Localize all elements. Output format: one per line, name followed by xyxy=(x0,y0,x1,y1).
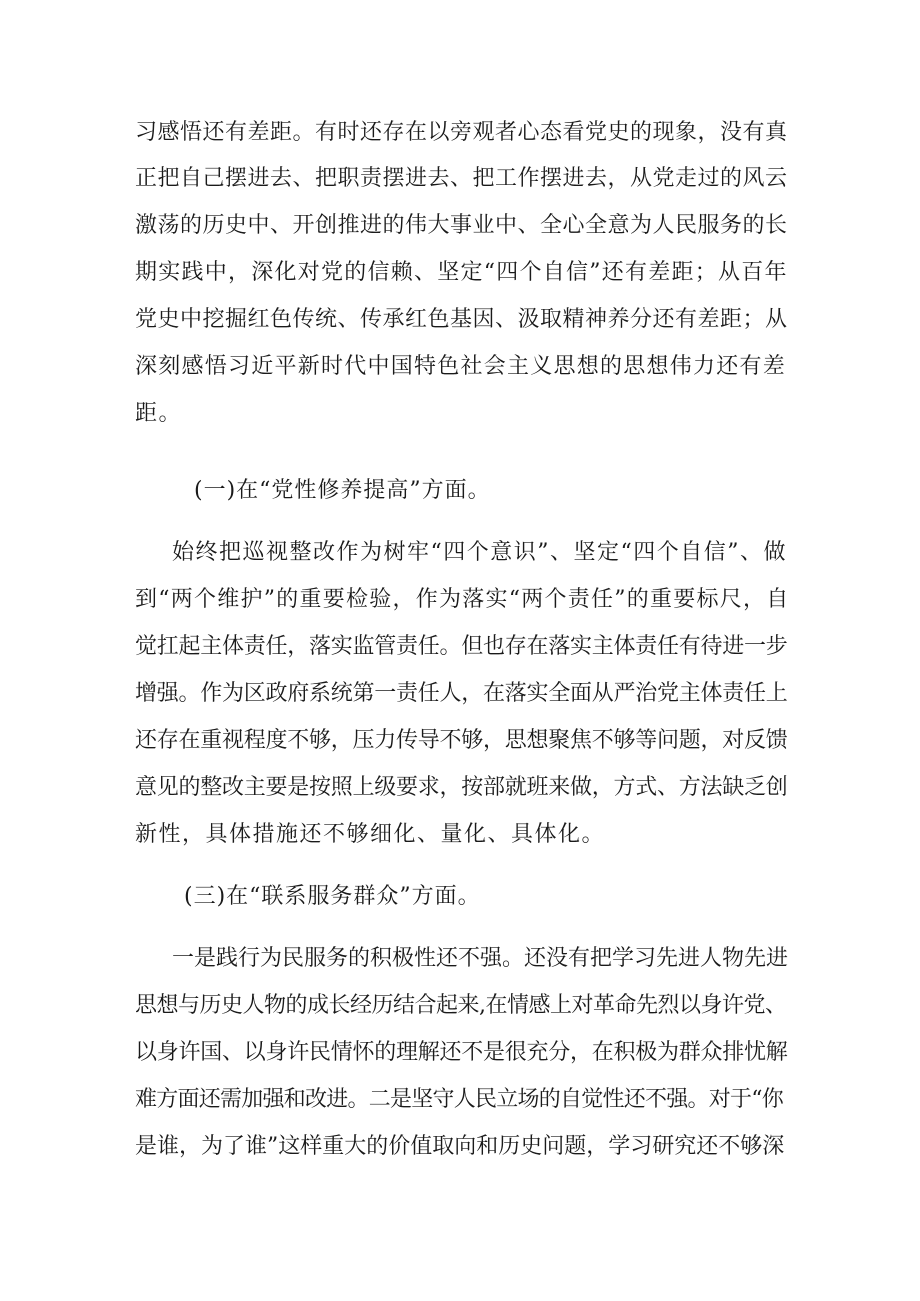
paragraph-line: 一是践行为民服务的积极性还不强。还没有把学习先进人物先进 xyxy=(172,946,789,971)
paragraph-line: 思想与历史人物的成长经历结合起来,在情感上对革命先烈以身许党、 xyxy=(135,993,787,1018)
paragraph-line: 以身许国、以身许民情怀的理解还不是很充分，在积极为群众排忧解 xyxy=(135,1040,788,1065)
paragraph-line: 到“两个维护”的重要检验，作为落实“两个责任”的重要标尺，自 xyxy=(135,587,790,612)
paragraph-line: 深刻感悟习近平新时代中国特色社会主义思想的思想伟力还有差 xyxy=(135,354,787,379)
paragraph-line: 期实践中，深化对党的信赖、坚定“四个自信”还有差距；从百年 xyxy=(135,260,788,285)
paragraph-line: 始终把巡视整改作为树牢“四个意识”、坚定“四个自信”、做 xyxy=(172,540,787,565)
section-heading-1: (一)在“党性修养提高”方面。 xyxy=(194,478,491,503)
paragraph-line: 意见的整改主要是按照上级要求，按部就班来做，方式、方法缺乏创 xyxy=(135,775,788,800)
paragraph-line: 觉扛起主体责任，落实监管责任。但也存在落实主体责任有待进一步 xyxy=(135,634,788,659)
paragraph-line: 难方面还需加强和改进。二是坚守人民立场的自觉性还不强。对于“你 xyxy=(135,1087,783,1112)
paragraph-line: 新性，具体措施还不够细化、量化、具体化。 xyxy=(135,822,606,847)
paragraph-line: 增强。作为区政府系统第一责任人，在落实全面从严治党主体责任上 xyxy=(135,681,788,706)
paragraph-line: 党史中挖掘红色传统、传承红色基因、汲取精神养分还有差距；从 xyxy=(135,307,788,332)
paragraph-line: 还存在重视程度不够，压力传导不够，思想聚焦不够等问题，对反馈 xyxy=(135,728,788,753)
section-heading-2: (三)在“联系服务群众”方面。 xyxy=(184,884,481,909)
paragraph-line: 习感悟还有差距。有时还存在以旁观者心态看党史的现象，没有真 xyxy=(135,120,788,145)
paragraph-line: 距。 xyxy=(135,401,183,426)
paragraph-line: 正把自己摆进去、把职责摆进去、把工作摆进去，从党走过的风云 xyxy=(135,166,788,191)
paragraph-line: 是谁，为了谁”这样重大的价值取向和历史问题，学习研究还不够深 xyxy=(135,1134,785,1159)
paragraph-line: 激荡的历史中、开创推进的伟大事业中、全心全意为人民服务的长 xyxy=(135,213,788,238)
